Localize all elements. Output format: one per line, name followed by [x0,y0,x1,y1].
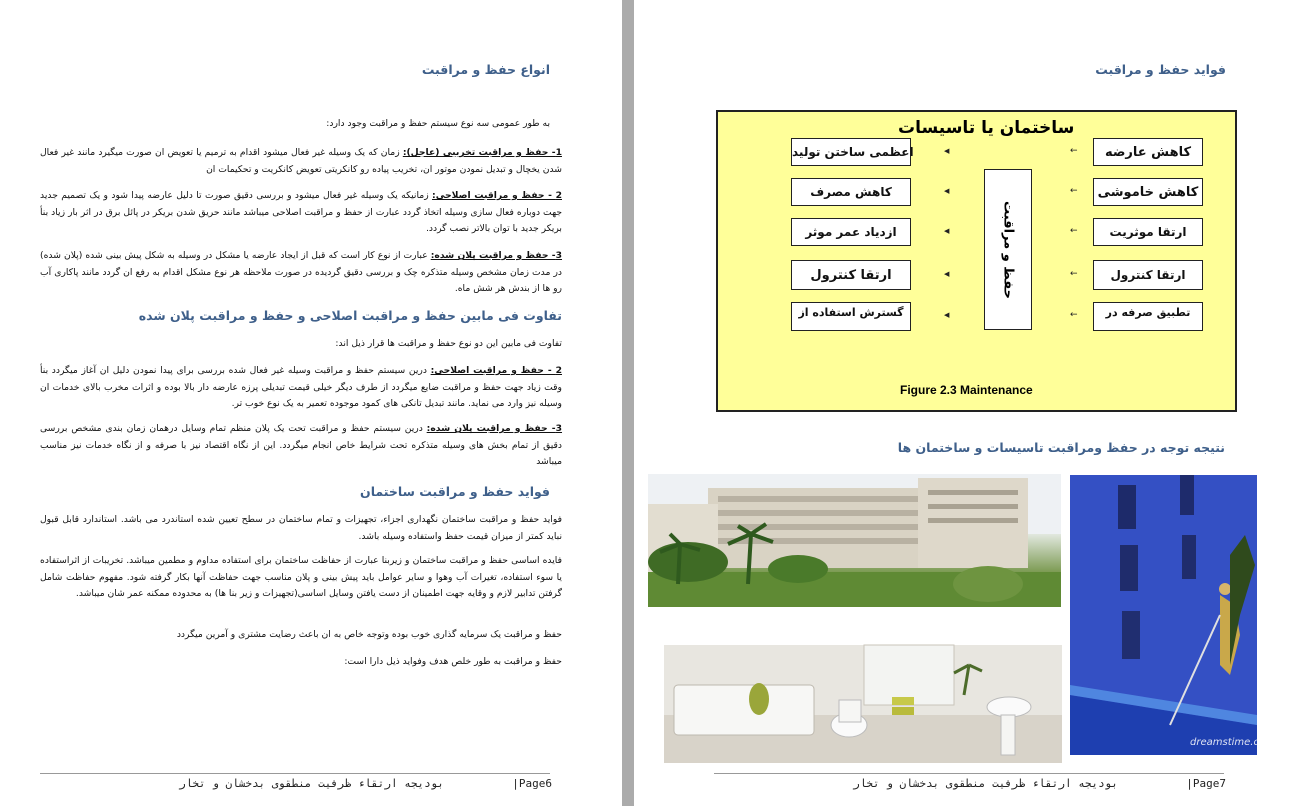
item-3-text: عبارت از نوع کار است که قبل از ایجاد عارضه یا مشکل در وسیله به شکل پیش بینی شده (پلان شده) در مدت زمان مشخص وسیله متذکره چک و بررسی دقیق گردیده در صورت ملاحظه هر نوع مشکل اقدام به رفع ان گردد مانند پاکاری آب رو ها از بندش هر شش ماه. [40,250,562,294]
page-number: |Page6 [512,777,552,790]
diagram-box-reduce-downtime: کاهش خاموشی [1093,178,1203,206]
diagram-box-reduce-failure: کاهش عارضه [1093,138,1203,166]
paragraph-difference-2 [40,421,562,471]
intro-paragraph: به طور عمومی سه نوع سیستم حفظ و مراقبت وجود دارد: [326,118,550,129]
heading-result: نتیجه توجه در حفظ ومراقبت تاسیسات و ساختمان ها [897,440,1225,455]
heading-maintenance-types: انواع حفظ و مراقبت [421,62,550,77]
paragraph-item-3 [40,248,562,298]
benefits-paragraph-2: فایده اساسی حفظ و مراقبت ساختمان و زیربنا عبارت از حفاظت ساختمان برای استفاده مداوم و مطمین میباشد. تخریبات از اثراستفاده یا سوء استفاده، تغیرات آب وهوا و سایر عوامل باید پیش بینی و پلان مناسب جهت حفاظت آنها بکار گرفته شود. مفهوم حفاظت شامل گرفتن تدابیر لازم و وقایه جهت اطمینان از دست یافتن وسایل اساسی(تجهیزات و زیر بنا ها) به محدوده ممکنه عمر شان میباشد. [40,555,562,599]
paragraph-item-2 [40,188,562,238]
arrow-icon: ← [1070,146,1078,156]
heading-difference: تفاوت فی مابین حفظ و مراقبت اصلاحی و حفظ و مراقبت پلان شده [138,308,562,323]
diagram-box-improve-control-left: ارتقا کنترول [791,260,911,290]
bathroom-photo-art [664,645,1062,763]
footer-text: بودیجه ارتقاء ظرفیت منطقوی بدخشان و تخار [179,777,444,790]
difference-1-title: 2 - حفظ و مراقبت اصلاحی: [430,365,562,376]
diagram-center-label: حفظ و مراقبت [1000,200,1016,299]
diagram-box-maximize-production: اعظمی ساختن تولید [791,138,911,166]
item-2-text: زمانیکه یک وسیله غیر فعال میشود و بررسی دقیق صورت تا دلیل عارضه پیدا شود و یک تصمیم جدید جهت دوباره فعال سازی وسیله اتخاذ گردد عبارت از حفظ و مراقبت اصلاحی میباشد مانند حریق شدن بریکر در پائل برق در اثر بار زیاد بنأ بریکر جدید با توان بالاتر نصب گردد. [40,190,562,234]
item-3-title: 3- حفظ و مراقبت پلان شده: [430,250,563,261]
diagram-center-box [984,169,1032,330]
diagram-box-improve-efficiency: ارتقا موثریت [1093,218,1203,246]
diagram-box-expand-usage: گسترش استفاده از [791,302,911,331]
item-1-title: 1- حفظ و مراقبت تخریبی (عاجل): [402,147,562,158]
benefits-paragraph-4: حفظ و مراقبت به طور خلص هدف وفواید ذیل دارا است: [344,656,562,667]
document-page-6 [0,0,622,806]
diagram-caption: Figure 2.3 Maintenance [900,383,1033,397]
arrowhead-icon: ◀ [944,270,950,278]
page-number: |Page7 [1186,777,1226,790]
footer [40,777,552,793]
difference-1-text: درین سیستم حفظ و مراقبت وسیله غیر فعال شده بررسی برای پیدا نمودن دلیل ان آغاز میگردد بنأ وقت زیاد جهت حفظ و مراقبت ضایع میگردد از طرف دیگر خیلی قیمت تبدیلی پرزه عارضه دار بالا بوده و اثرات مخرب بالای خدمات ان وسیله نیز وارد می نماید. مانند تبدیل تانکی های کمود موجوده تعمیر به یک نوع خوب تر. [40,365,562,409]
footer [714,777,1226,793]
bathroom-interior-photo [664,645,1062,763]
arrowhead-icon: ◀ [944,147,950,155]
building-photo-art [648,474,1061,607]
maintenance-diagram [716,110,1237,412]
blue-wall-cleaning-photo [1070,475,1275,755]
paragraph-item-1 [40,145,562,178]
arrow-icon: ← [1070,186,1078,196]
difference-2-title: 3- حفظ و مراقبت پلان شده: [426,423,563,434]
difference-2-text: درین سیستم حفظ و مراقبت تحت یک پلان منظم تمام وسایل درهمان زمان بندی مشخص بررسی دقیق از تمام بخش های وسیله متذکره تحت شرایط خاص انجام میگردد. این از نگاه اقتصاد نیز با صرفه و از نگاه خدمات نیز مناسب میباشد [40,423,562,467]
document-page-7 [634,0,1293,806]
benefits-paragraph-3: حفظ و مراقبت یک سرمایه گذاری خوب بوده وتوجه خاص به ان باعث رضایت مشتری و آمرین میگردد [176,629,562,640]
benefits-paragraph-1: فواید حفظ و مراقبت ساختمان نگهداری اجزاء، تجهیزات و تمام ساختمان در سطح تعیین شده استاندرد می باشد. استاندارد قابل قبول نباید کمتر از میزان قیمت حفظ واستفاده وسیله باشد. [40,514,562,542]
diagram-box-cost-saving: تطبیق صرفه در [1093,302,1203,331]
arrow-icon: ← [1070,226,1078,236]
arrowhead-icon: ◀ [944,311,950,319]
heading-maintenance-benefits: فواید حفظ و مراقبت [1095,62,1226,77]
footer-rule [714,773,1224,774]
arrow-icon: ← [1070,269,1078,279]
arrow-icon: ← [1070,310,1078,320]
diagram-title: ساختمان یا تاسیسات [898,118,1075,138]
paragraph-difference-1 [40,363,562,413]
arrowhead-icon: ◀ [944,227,950,235]
blue-wall-photo-art [1070,475,1257,755]
building-exterior-photo [648,474,1061,607]
photo-watermark: dreamstime.com [1190,737,1275,748]
diagram-box-improve-control-right: ارتقا کنترول [1093,260,1203,290]
item-2-title: 2 - حفظ و مراقبت اصلاحی: [432,190,562,201]
item-1-text: زمان که یک وسیله غیر فعال میشود اقدام به ترمیم یا تعویض ان صورت میگیرد مانند غیر فعال شدن یخچال و تبدیل نمودن موتور ان، تخریب پیاده رو کانکریتی تعویض کانکریت و تحکیمات ان [40,147,562,175]
arrowhead-icon: ◀ [944,187,950,195]
difference-intro: تفاوت فی مابین این دو نوع حفظ و مراقبت ها قرار ذیل اند: [335,338,562,349]
footer-rule [40,773,550,774]
footer-text: بودیجه ارتقاء ظرفیت منطقوی بدخشان و تخار [853,777,1118,790]
heading-building-benefits: فواید حفظ و مراقبت ساختمان [360,484,550,499]
page-gap [622,0,634,806]
diagram-box-reduce-consumption: کاهش مصرف [791,178,911,206]
diagram-box-extend-lifetime: ازدیاد عمر موثر [791,218,911,246]
